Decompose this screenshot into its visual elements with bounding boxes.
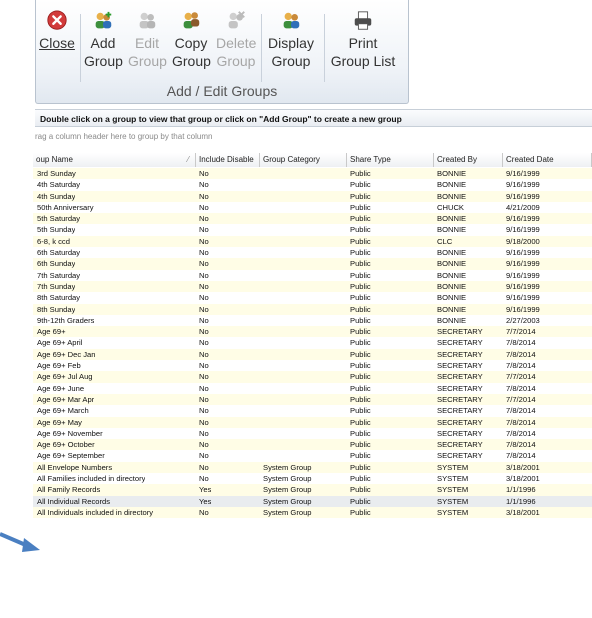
table-cell: No <box>199 383 209 393</box>
table-row[interactable] <box>33 304 592 315</box>
table-cell: 4th Saturday <box>37 180 81 190</box>
table-cell: No <box>199 361 209 371</box>
copy-group-button[interactable] <box>172 10 210 70</box>
column-header-share-type[interactable] <box>347 153 434 167</box>
delete-group-icon <box>224 10 248 32</box>
table-cell: SECRETARY <box>437 440 483 450</box>
table-cell: Public <box>350 462 371 472</box>
table-row[interactable] <box>33 360 592 371</box>
table-cell: BONNIE <box>437 304 467 314</box>
table-cell: No <box>199 462 209 472</box>
pointer-arrow-icon <box>0 530 44 556</box>
table-cell: Public <box>350 451 371 461</box>
table-cell: Age 69+ April <box>37 338 83 348</box>
table-row[interactable] <box>33 349 592 360</box>
table-cell: Public <box>350 496 371 506</box>
table-cell: Public <box>350 180 371 190</box>
table-cell: 2/27/2003 <box>506 315 540 325</box>
table-cell: 7/8/2014 <box>506 383 536 393</box>
print-label-line1: Print <box>348 35 378 51</box>
table-cell: System Group <box>263 474 312 484</box>
table-cell: Public <box>350 315 371 325</box>
table-cell: System Group <box>263 485 312 495</box>
table-row[interactable] <box>33 168 592 179</box>
table-cell: BONNIE <box>437 293 467 303</box>
display-group-button[interactable] <box>266 10 316 70</box>
table-cell: 3/18/2001 <box>506 474 540 484</box>
table-row[interactable] <box>33 450 592 461</box>
copy-group-label-line2: Group <box>172 53 211 69</box>
table-cell: Public <box>350 406 371 416</box>
table-cell: 7/8/2014 <box>506 451 536 461</box>
table-cell: SECRETARY <box>437 451 483 461</box>
table-cell: BONNIE <box>437 225 467 235</box>
table-cell: No <box>199 270 209 280</box>
table-cell: No <box>199 349 209 359</box>
table-row[interactable] <box>33 224 592 235</box>
ribbon-toolbar <box>35 0 409 104</box>
add-group-label-line1: Add <box>90 35 116 51</box>
table-cell: No <box>199 248 209 258</box>
table-cell: All Individuals included in directory <box>37 507 154 517</box>
ribbon-separator <box>261 14 262 82</box>
table-cell: No <box>199 507 209 517</box>
table-cell: BONNIE <box>437 259 467 269</box>
table-row[interactable] <box>33 202 592 213</box>
table-cell: SECRETARY <box>437 327 483 337</box>
table-cell: SECRETARY <box>437 372 483 382</box>
table-row[interactable] <box>33 496 592 507</box>
table-cell: SECRETARY <box>437 417 483 427</box>
table-cell: 9/16/1999 <box>506 169 540 178</box>
table-row[interactable] <box>33 507 592 518</box>
table-cell: No <box>199 214 209 224</box>
copy-group-icon <box>179 10 203 32</box>
table-cell: Age 69+ Mar Apr <box>37 394 95 404</box>
table-cell: Public <box>350 383 371 393</box>
table-cell: 8th Saturday <box>37 293 81 303</box>
table-cell: Public <box>350 281 371 291</box>
table-cell: Yes <box>199 496 212 506</box>
ribbon-separator <box>324 14 325 82</box>
table-cell: Public <box>350 259 371 269</box>
table-cell: 9/16/1999 <box>506 191 540 201</box>
table-cell: 3/18/2001 <box>506 462 540 472</box>
table-row[interactable] <box>33 315 592 326</box>
printer-icon <box>351 10 375 32</box>
close-button[interactable] <box>38 10 76 52</box>
table-row[interactable] <box>33 337 592 348</box>
sort-indicator-icon: ⁄ <box>187 155 189 164</box>
table-cell: SYSTEM <box>437 485 469 495</box>
table-row[interactable] <box>33 405 592 416</box>
table-cell: 9/16/1999 <box>506 304 540 314</box>
table-cell: Public <box>350 485 371 495</box>
column-header-label: Created By <box>437 155 478 164</box>
table-cell: No <box>199 440 209 450</box>
display-group-label-line2: Group <box>271 53 311 69</box>
table-cell: 50th Anniversary <box>37 202 94 212</box>
table-cell: SECRETARY <box>437 406 483 416</box>
table-cell: SECRETARY <box>437 394 483 404</box>
group-by-drop-area[interactable]: rag a column header here to group by that column <box>35 132 213 141</box>
table-row[interactable] <box>33 371 592 382</box>
delete-group-label-line2: Group <box>216 53 256 69</box>
table-cell: No <box>199 474 209 484</box>
table-cell: 5th Saturday <box>37 214 81 224</box>
column-header-label: oup Name <box>36 155 73 164</box>
table-cell: Yes <box>199 485 212 495</box>
table-row[interactable] <box>33 213 592 224</box>
table-cell: Age 69+ Jul Aug <box>37 372 93 382</box>
table-cell: BONNIE <box>437 248 467 258</box>
table-cell: No <box>199 428 209 438</box>
edit-group-label-line2: Group <box>128 53 167 69</box>
print-group-list-button[interactable] <box>330 10 396 70</box>
table-cell: No <box>199 338 209 348</box>
close-button-label: Close <box>39 35 75 51</box>
table-cell: Public <box>350 304 371 314</box>
table-cell: 7/7/2014 <box>506 372 536 382</box>
instruction-bar: Double click on a group to view that group or click on "Add Group" to create a new group <box>35 109 592 127</box>
table-cell: System Group <box>263 507 312 517</box>
column-header-group-name[interactable] <box>33 153 196 167</box>
column-header-label: Created Date <box>506 155 554 164</box>
table-cell: SECRETARY <box>437 428 483 438</box>
table-cell: 6th Saturday <box>37 248 81 258</box>
table-cell: 9/16/1999 <box>506 214 540 224</box>
table-row[interactable] <box>33 462 592 473</box>
table-cell: No <box>199 281 209 291</box>
table-cell: No <box>199 304 209 314</box>
table-row[interactable] <box>33 281 592 292</box>
table-cell: BONNIE <box>437 169 467 178</box>
column-header-label: Group Category <box>263 155 320 164</box>
table-cell: 7/8/2014 <box>506 406 536 416</box>
table-cell: No <box>199 417 209 427</box>
column-header-label: Include Disable <box>199 155 254 164</box>
table-cell: No <box>199 191 209 201</box>
print-label-line2: Group List <box>330 53 396 69</box>
table-cell: 7/8/2014 <box>506 349 536 359</box>
grid-rows <box>33 168 592 518</box>
table-row[interactable] <box>33 191 592 202</box>
table-cell: SECRETARY <box>437 361 483 371</box>
table-cell: Age 69+ October <box>37 440 95 450</box>
table-cell: BONNIE <box>437 191 467 201</box>
table-cell: Public <box>350 191 371 201</box>
table-row[interactable] <box>33 383 592 394</box>
table-cell: 1/1/1996 <box>506 485 536 495</box>
table-cell: 7/7/2014 <box>506 327 536 337</box>
table-cell: Public <box>350 428 371 438</box>
table-cell: BONNIE <box>437 270 467 280</box>
table-cell: 9/16/1999 <box>506 293 540 303</box>
table-cell: Public <box>350 202 371 212</box>
table-row[interactable] <box>33 417 592 428</box>
table-cell: 8th Sunday <box>37 304 76 314</box>
table-cell: Age 69+ May <box>37 417 82 427</box>
table-cell: BONNIE <box>437 180 467 190</box>
table-row[interactable] <box>33 428 592 439</box>
table-cell: No <box>199 315 209 325</box>
table-row[interactable] <box>33 326 592 337</box>
table-cell: Age 69+ September <box>37 451 105 461</box>
table-cell: 7th Saturday <box>37 270 81 280</box>
table-cell: SYSTEM <box>437 496 469 506</box>
table-cell: Public <box>350 225 371 235</box>
table-cell: Age 69+ <box>37 327 66 337</box>
edit-group-label-line1: Edit <box>134 35 160 51</box>
table-cell: 9/16/1999 <box>506 180 540 190</box>
table-cell: Public <box>350 338 371 348</box>
copy-group-label-line1: Copy <box>174 35 208 51</box>
table-cell: BONNIE <box>437 214 467 224</box>
table-cell: 7/8/2014 <box>506 338 536 348</box>
table-cell: SECRETARY <box>437 338 483 348</box>
delete-group-button[interactable] <box>216 10 256 70</box>
edit-group-icon <box>135 10 159 32</box>
table-cell: 3rd Sunday <box>37 169 76 178</box>
table-cell: No <box>199 372 209 382</box>
table-cell: All Envelope Numbers <box>37 462 113 472</box>
table-cell: Public <box>350 293 371 303</box>
table-cell: Public <box>350 507 371 517</box>
table-row[interactable] <box>33 179 592 190</box>
table-cell: SECRETARY <box>437 383 483 393</box>
column-header-group-category[interactable] <box>260 153 347 167</box>
table-cell: 7/8/2014 <box>506 417 536 427</box>
table-row[interactable] <box>33 247 592 258</box>
table-cell: No <box>199 327 209 337</box>
table-cell: Public <box>350 169 371 178</box>
table-cell: No <box>199 180 209 190</box>
table-cell: 1/1/1996 <box>506 496 536 506</box>
column-header-label: Share Type <box>350 155 391 164</box>
table-row[interactable] <box>33 473 592 484</box>
table-row[interactable] <box>33 439 592 450</box>
delete-group-label-line1: Delete <box>216 35 257 51</box>
table-cell: BONNIE <box>437 281 467 291</box>
add-group-icon <box>91 10 115 32</box>
close-icon <box>45 10 69 32</box>
table-cell: No <box>199 451 209 461</box>
display-group-icon <box>279 10 303 32</box>
table-cell: Public <box>350 361 371 371</box>
table-cell: CHUCK <box>437 202 465 212</box>
table-cell: Public <box>350 214 371 224</box>
table-cell: All Families included in directory <box>37 474 146 484</box>
table-cell: 7/7/2014 <box>506 394 536 404</box>
table-cell: No <box>199 169 209 178</box>
table-cell: CLC <box>437 236 453 246</box>
table-cell: All Individual Records <box>37 496 111 506</box>
table-cell: No <box>199 259 209 269</box>
table-cell: 7th Sunday <box>37 281 76 291</box>
table-cell: 5th Sunday <box>37 225 76 235</box>
table-cell: 6th Sunday <box>37 259 76 269</box>
table-row[interactable] <box>33 292 592 303</box>
add-group-label-line2: Group <box>84 53 123 69</box>
column-header-created-by[interactable] <box>434 153 503 167</box>
table-cell: Age 69+ Dec Jan <box>37 349 96 359</box>
table-cell: 4/21/2009 <box>506 202 540 212</box>
display-group-label-line1: Display <box>268 35 314 51</box>
table-cell: 9/16/1999 <box>506 281 540 291</box>
table-row[interactable] <box>33 236 592 247</box>
table-cell: SYSTEM <box>437 462 469 472</box>
ribbon-separator <box>80 14 81 82</box>
table-row[interactable] <box>33 484 592 495</box>
table-cell: 9/16/1999 <box>506 270 540 280</box>
table-cell: System Group <box>263 462 312 472</box>
table-cell: 9/16/1999 <box>506 225 540 235</box>
table-cell: Public <box>350 248 371 258</box>
table-cell: BONNIE <box>437 315 467 325</box>
table-cell: Public <box>350 394 371 404</box>
table-cell: Public <box>350 474 371 484</box>
table-cell: No <box>199 202 209 212</box>
table-cell: No <box>199 236 209 246</box>
table-cell: System Group <box>263 496 312 506</box>
ribbon-group-label: Add / Edit Groups <box>166 83 278 99</box>
table-row[interactable] <box>33 258 592 269</box>
table-cell: Public <box>350 417 371 427</box>
table-cell: 7/8/2014 <box>506 361 536 371</box>
table-cell: 7/8/2014 <box>506 428 536 438</box>
table-cell: SECRETARY <box>437 349 483 359</box>
table-cell: 4th Sunday <box>37 191 76 201</box>
table-cell: Age 69+ November <box>37 428 103 438</box>
table-cell: No <box>199 394 209 404</box>
table-row[interactable] <box>33 394 592 405</box>
table-cell: 9/16/1999 <box>506 259 540 269</box>
edit-group-button[interactable] <box>128 10 166 70</box>
table-cell: Public <box>350 236 371 246</box>
table-cell: Age 69+ Feb <box>37 361 81 371</box>
table-cell: No <box>199 293 209 303</box>
table-cell: 9/16/1999 <box>506 248 540 258</box>
table-cell: Public <box>350 349 371 359</box>
table-cell: Public <box>350 327 371 337</box>
table-cell: All Family Records <box>37 485 101 495</box>
table-cell: SYSTEM <box>437 507 469 517</box>
table-cell: 9th-12th Graders <box>37 315 95 325</box>
table-row[interactable] <box>33 270 592 281</box>
add-group-button[interactable] <box>84 10 122 70</box>
table-cell: 6-8, k ccd <box>37 236 70 246</box>
table-cell: 3/18/2001 <box>506 507 540 517</box>
table-cell: SYSTEM <box>437 474 469 484</box>
table-cell: Age 69+ June <box>37 383 85 393</box>
table-cell: 9/18/2000 <box>506 236 540 246</box>
table-cell: Public <box>350 372 371 382</box>
column-header-created-date[interactable] <box>503 153 592 167</box>
table-cell: No <box>199 225 209 235</box>
table-cell: Public <box>350 270 371 280</box>
column-header-include-disabled[interactable] <box>196 153 260 167</box>
table-cell: Age 69+ March <box>37 406 89 416</box>
table-cell: Public <box>350 440 371 450</box>
table-cell: 7/8/2014 <box>506 440 536 450</box>
table-cell: No <box>199 406 209 416</box>
